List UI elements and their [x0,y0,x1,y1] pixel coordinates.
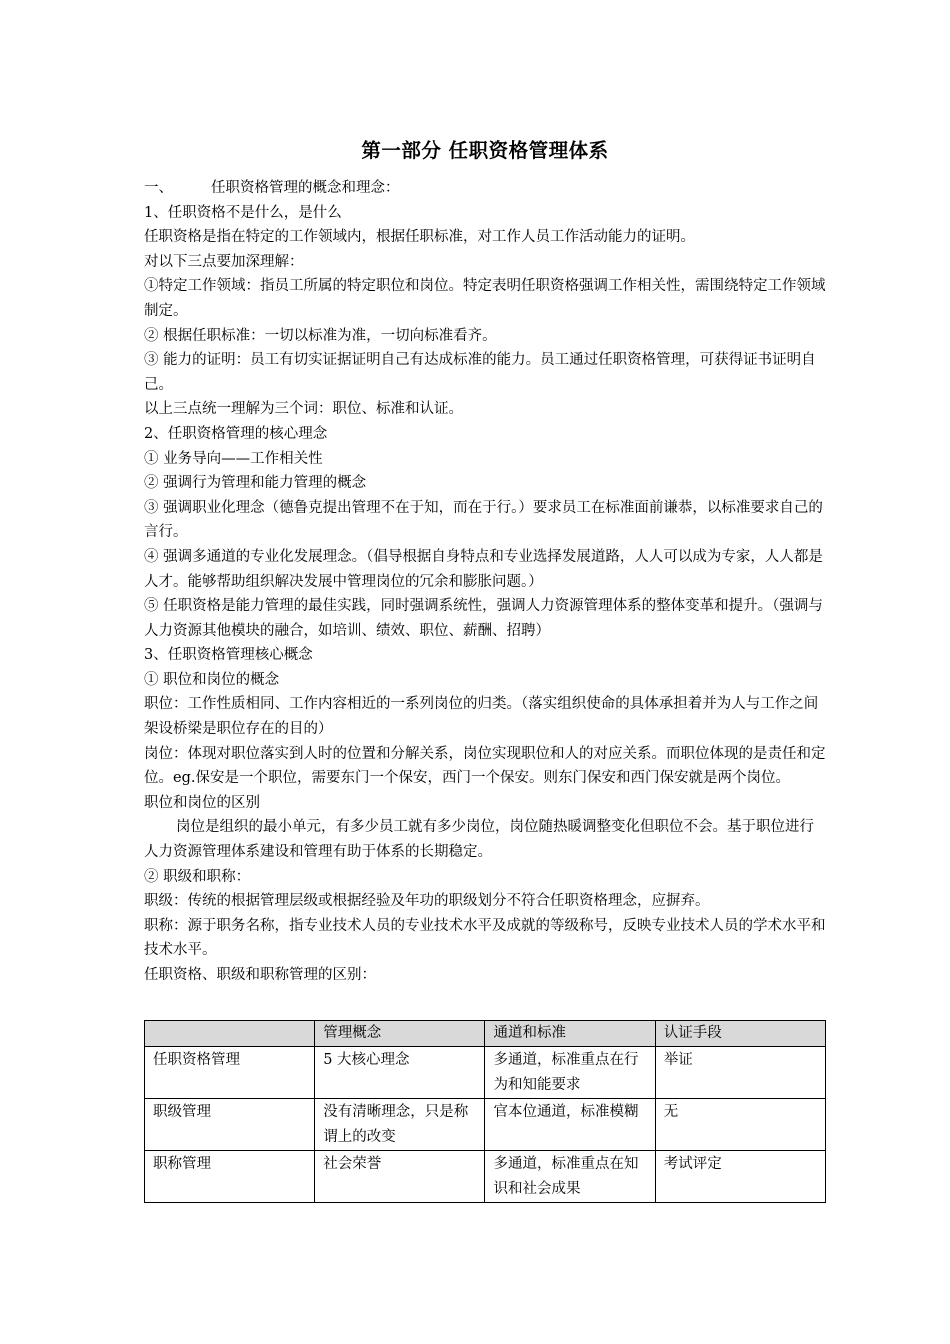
table-header-cell [145,1021,315,1047]
section-heading-text: 任职资格管理的概念和理念： [211,180,400,196]
page-title: 第一部分 任职资格管理体系 [361,139,609,162]
paragraph: 岗位是组织的最小单元，有多少员工就有多少岗位，岗位随热暖调整变化但职位不会。基于职位进行人力资源管理体系建设和管理有助于体系的长期稳定。 [144,819,814,861]
paragraph: 职级：传统的根据管理层级或根据经验及年功的职级划分不符合任职资格理念，应摒弃。 [144,893,710,910]
paragraph: ④ 强调多通道的专业化发展理念。（倡导根据自身特点和专业选择发展道路，人人可以成为专家，人人都是人才。能够帮助组织解决发展中管理岗位的冗余和膨胀问题。） [144,548,823,590]
table-cell: 官本位通道，标准模糊 [485,1099,655,1151]
table-cell: 职级管理 [145,1099,315,1151]
table-header-row [145,1021,826,1047]
paragraph: 1、任职资格不是什么，是什么 [144,204,342,221]
table-cell: 社会荣誉 [315,1151,485,1203]
paragraph: ③ 强调职业化理念（德鲁克提出管理不在于知，而在于行。）要求员工在标准面前谦恭，以标准要求自己的言行。 [144,499,823,541]
paragraph: ② 职级和职称： [144,868,251,885]
table-cell: 5 大核心理念 [315,1047,485,1099]
paragraph: 职位和岗位的区别 [144,794,260,811]
paragraph: 职称：源于职务名称，指专业技术人员的专业技术水平及成就的等级称号，反映专业技术人员的学术水平和技术水平。 [144,917,826,959]
table-cell: 多通道，标准重点在知识和社会成果 [485,1151,655,1203]
paragraph: ② 根据任职标准：一切以标准为准，一切向标准看齐。 [144,327,497,344]
paragraph: ① 业务导向——工作相关性 [144,450,323,467]
table-header-cell: 认证手段 [655,1021,825,1047]
paragraph: 任职资格是指在特定的工作领域内，根据任职标准，对工作人员工作活动能力的证明。 [144,229,695,246]
table-cell: 考试评定 [655,1151,825,1203]
comparison-table [144,1020,826,1203]
table-cell: 职称管理 [145,1151,315,1203]
table-cell: 没有清晰理念，只是称谓上的改变 [315,1099,485,1151]
paragraph: 岗位：体现对职位落实到人时的位置和分解关系，岗位实现职位和人的对应关系。而职位体现的是责任和定位。eg.保安是一个职位，需要东门一个保安，西门一个保安。则东门保安和西门保安就是两个岗位。 [144,745,826,787]
paragraph: ① 职位和岗位的概念 [144,671,280,688]
table-header-cell: 通道和标准 [485,1021,655,1047]
paragraph: 对以下三点要加深理解： [144,253,304,270]
paragraph: 职位：工作性质相同、工作内容相近的一系列岗位的归类。（落实组织使命的具体承担着并为人与工作之间架设桥梁是职位存在的目的） [144,696,819,738]
table-header-cell: 管理概念 [315,1021,485,1047]
table-row [145,1151,826,1203]
paragraph: ③ 能力的证明：员工有切实证据证明自己有达成标准的能力。员工通过任职资格管理，可获得证书证明自己。 [144,352,816,393]
section-number: 一、 [144,180,173,196]
table-row [145,1047,826,1099]
table-cell: 无 [655,1099,825,1151]
document-body [144,176,826,988]
table-cell: 多通道，标准重点在行为和知能要求 [485,1047,655,1099]
paragraph: ⑤ 任职资格是能力管理的最佳实践，同时强调系统性，强调人力资源管理体系的整体变革和提升。（强调与人力资源其他模块的融合，如培训、绩效、职位、薪酬、招聘） [144,598,823,639]
table-row [145,1099,826,1151]
paragraph: ①特定工作领域：指员工所属的特定职位和岗位。特定表明任职资格强调工作相关性，需围绕特定工作领域制定。 [144,278,826,319]
table-cell: 举证 [655,1047,825,1099]
paragraph: 以上三点统一理解为三个词：职位、标准和认证。 [144,401,463,418]
paragraph: 3、任职资格管理核心概念 [144,647,313,664]
paragraph: 2、任职资格管理的核心理念 [144,425,328,442]
paragraph: ② 强调行为管理和能力管理的概念 [144,475,367,492]
section-heading [144,176,826,201]
paragraph: 任职资格、职级和职称管理的区别： [144,967,376,983]
table-cell: 任职资格管理 [145,1047,315,1099]
